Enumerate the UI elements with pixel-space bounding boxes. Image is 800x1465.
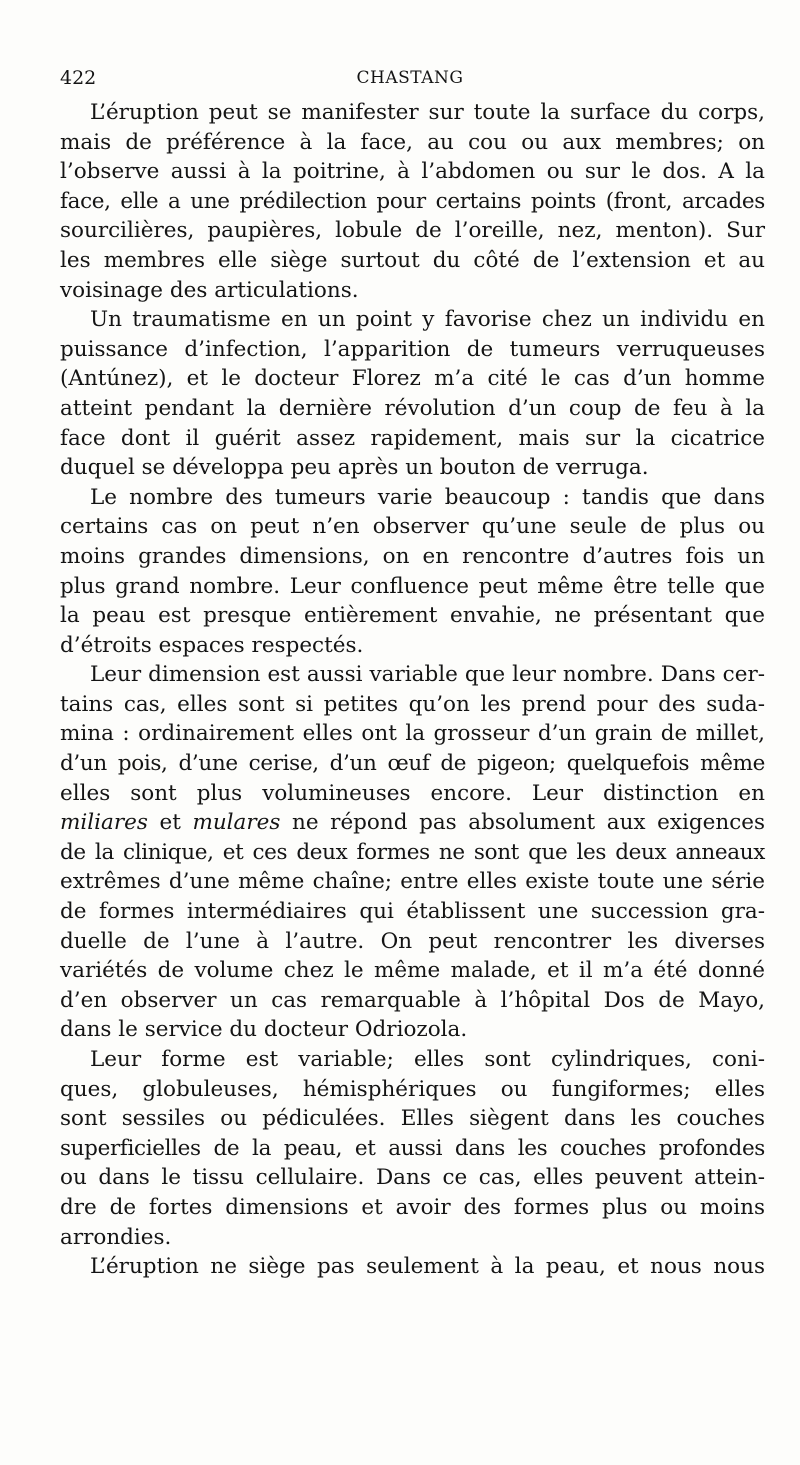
text-line: mina : ordinairement elles ont la grosseur d’un grain de millet, — [60, 721, 765, 747]
paragraph-eruption-extent — [60, 1252, 765, 1282]
text-line: dre de fortes dimensions et avoir des formes plus ou moins — [60, 1194, 765, 1220]
text-line: d’un pois, d’une cerise, d’un œuf de pigeon; quelquefois même — [60, 751, 765, 777]
emphasis-miliares: miliares — [60, 810, 148, 836]
text-line: certains cas on peut n’en observer qu’une seule de plus ou — [60, 514, 765, 540]
text-line: L’éruption peut se manifester sur toute la surface du corps, — [90, 100, 765, 125]
text-line: atteint pendant la dernière révolution d’un coup de feu à la — [60, 395, 765, 421]
text-line: mais de préférence à la face, au cou ou aux membres; on — [60, 129, 765, 155]
emphasis-mulares: mulares — [192, 810, 281, 836]
text-line: Un traumatisme en un point y favorise chez un individu en — [90, 307, 765, 333]
text-line: arrondies. — [60, 1224, 172, 1250]
text-line: de formes intermédiaires qui établissent une succession gra- — [60, 899, 765, 925]
paragraph-tumor-size — [60, 660, 765, 1045]
text-line: sont sessiles ou pédiculées. Elles siègent dans les couches — [60, 1106, 765, 1132]
text-fragment: et — [147, 810, 193, 836]
text-line: moins grandes dimensions, on en rencontre d’autres fois un — [60, 543, 765, 569]
paragraph-eruption-location — [60, 98, 765, 305]
text-line: (Antúnez), et le docteur Florez m’a cité le cas d’un homme — [60, 366, 765, 392]
text-line-emphasis — [60, 808, 765, 838]
text-line: extrêmes d’une même chaîne; entre elles existe toute une série — [60, 869, 765, 895]
text-line: ques, globuleuses, hémisphériques ou fungiformes; elles — [60, 1076, 765, 1102]
text-line: L’éruption ne siège pas seulement à la peau, et nous nous — [90, 1254, 765, 1280]
paragraph-traumatism — [60, 305, 765, 483]
text-line: duquel se développa peu après un bouton de verruga. — [60, 455, 649, 481]
text-line: ou dans le tissu cellulaire. Dans ce cas, elles peuvent attein- — [60, 1165, 765, 1191]
text-line: duelle de l’une à l’autre. On peut rencontrer les diverses — [60, 928, 765, 954]
text-line: dans le service du docteur Odriozola. — [60, 1017, 468, 1043]
text-line: Leur forme est variable; elles sont cylindriques, coni- — [90, 1047, 765, 1072]
text-line: superficielles de la peau, et aussi dans les couches profondes — [60, 1135, 765, 1161]
text-line: les membres elle siège surtout du côté de l’extension et au — [60, 247, 765, 273]
text-line: d’étroits espaces respectés. — [60, 632, 364, 658]
text-line: face, elle a une prédilection pour certains points (front, arcades — [60, 188, 765, 214]
text-line: la peau est presque entièrement envahie, ne présentant que — [60, 603, 765, 629]
text-line: d’en observer un cas remarquable à l’hôpital Dos de Mayo, — [60, 987, 765, 1013]
text-line: elles sont plus volumineuses encore. Leur distinction en — [60, 780, 765, 806]
text-line: variétés de volume chez le même malade, et il m’a été donné — [60, 958, 765, 984]
text-line: plus grand nombre. Leur confluence peut même être telle que — [60, 573, 765, 599]
text-line: face dont il guérit assez rapidement, mais sur la cicatrice — [60, 425, 765, 451]
text-line: Le nombre des tumeurs varie beaucoup : tandis que dans — [90, 484, 765, 510]
text-line: sourcilières, paupières, lobule de l’oreille, nez, menton). Sur — [60, 218, 765, 244]
running-head: CHASTANG — [356, 68, 464, 88]
page-header — [60, 66, 760, 90]
text-line: Leur dimension est aussi variable que leur nombre. Dans cer- — [90, 662, 765, 688]
body-text — [60, 98, 765, 1282]
text-line: voisinage des articulations. — [60, 277, 359, 303]
page-number: 422 — [60, 67, 97, 89]
text-fragment: ne répond pas absolument aux exigences — [280, 810, 765, 836]
text-line: tains cas, elles sont si petites qu’on les prend pour des suda- — [60, 691, 765, 717]
text-line: puissance d’infection, l’apparition de tumeurs verruqueuses — [60, 336, 765, 362]
text-line: de la clinique, et ces deux formes ne sont que les deux anneaux — [60, 839, 765, 865]
text-line: l’observe aussi à la poitrine, à l’abdomen ou sur le dos. A la — [60, 159, 765, 185]
paragraph-tumor-shape — [60, 1045, 765, 1252]
paragraph-tumor-count — [60, 483, 765, 661]
